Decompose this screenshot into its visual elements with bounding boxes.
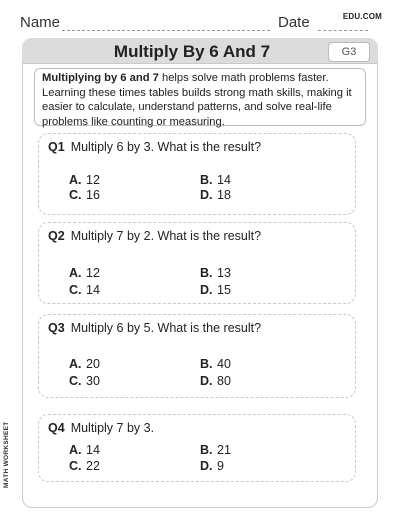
option-value: 18 [217, 188, 231, 202]
brand-logo: EDU.COM [342, 12, 382, 21]
question-text: Multiply 6 by 5. What is the result? [70, 321, 262, 335]
question-card-q4 [38, 414, 356, 482]
option-value: 80 [217, 374, 231, 388]
name-field[interactable] [62, 30, 270, 31]
option-value: 15 [217, 283, 231, 297]
intro-text [34, 68, 366, 126]
option-value: 12 [86, 266, 100, 280]
option-value: 21 [217, 443, 231, 457]
worksheet-title: Multiply By 6 And 7 [113, 42, 271, 61]
question-heading [48, 421, 154, 435]
option-value: 14 [86, 443, 100, 457]
option-letter: C. [69, 459, 82, 473]
option-value: 13 [217, 266, 231, 280]
question-heading [48, 229, 261, 243]
worksheet-header [20, 12, 382, 34]
intro-rest-text: helps solve math problems faster. Learning these times tables builds strong math skills, making it easier to calculate, understand patterns, and solve real-life problems like counting or measuring. [42, 72, 352, 128]
question-heading [48, 140, 261, 154]
option-value: 20 [86, 357, 100, 371]
option-letter: A. [69, 173, 82, 187]
option-letter: C. [69, 374, 82, 388]
question-text: Multiply 6 by 3. What is the result? [70, 140, 262, 154]
question-number: Q2 [48, 229, 65, 243]
question-card-q2 [38, 222, 356, 304]
title-bar [22, 38, 378, 64]
option-c[interactable] [69, 374, 100, 388]
option-c[interactable] [69, 283, 100, 297]
option-d[interactable] [200, 374, 231, 388]
option-letter: B. [200, 443, 213, 457]
option-a[interactable] [69, 357, 100, 371]
option-d[interactable] [200, 459, 224, 473]
intro-bold-text: Multiplying by 6 and 7 [42, 72, 159, 84]
option-b[interactable] [200, 443, 231, 457]
question-number: Q3 [48, 321, 65, 335]
option-a[interactable] [69, 173, 100, 187]
name-label: Name [20, 14, 61, 31]
option-letter: A. [69, 443, 82, 457]
side-label [3, 412, 17, 488]
option-b[interactable] [200, 173, 231, 187]
option-letter: D. [200, 459, 213, 473]
option-letter: D. [200, 188, 213, 202]
option-value: 14 [86, 283, 100, 297]
option-value: 14 [217, 173, 231, 187]
option-value: 9 [217, 459, 224, 473]
option-value: 40 [217, 357, 231, 371]
side-label-text: MATH WORKSHEET [3, 421, 10, 488]
option-letter: D. [200, 283, 213, 297]
option-d[interactable] [200, 283, 231, 297]
option-letter: C. [69, 283, 82, 297]
option-letter: A. [69, 357, 82, 371]
option-a[interactable] [69, 443, 100, 457]
option-value: 12 [86, 173, 100, 187]
option-letter: C. [69, 188, 82, 202]
option-letter: B. [200, 266, 213, 280]
option-value: 16 [86, 188, 100, 202]
option-a[interactable] [69, 266, 100, 280]
question-text: Multiply 7 by 2. What is the result? [70, 229, 262, 243]
date-field[interactable] [318, 30, 368, 31]
option-value: 22 [86, 459, 100, 473]
grade-badge: G3 [328, 42, 370, 62]
option-d[interactable] [200, 188, 231, 202]
option-letter: B. [200, 173, 213, 187]
option-letter: D. [200, 374, 213, 388]
option-c[interactable] [69, 459, 100, 473]
question-number: Q4 [48, 421, 65, 435]
question-heading [48, 321, 261, 335]
option-letter: B. [200, 357, 213, 371]
question-card-q3 [38, 314, 356, 398]
option-b[interactable] [200, 266, 231, 280]
option-b[interactable] [200, 357, 231, 371]
option-value: 30 [86, 374, 100, 388]
question-text: Multiply 7 by 3. [70, 421, 155, 435]
date-label: Date [278, 14, 310, 31]
option-letter: A. [69, 266, 82, 280]
option-c[interactable] [69, 188, 100, 202]
question-card-q1 [38, 133, 356, 215]
question-number: Q1 [48, 140, 65, 154]
